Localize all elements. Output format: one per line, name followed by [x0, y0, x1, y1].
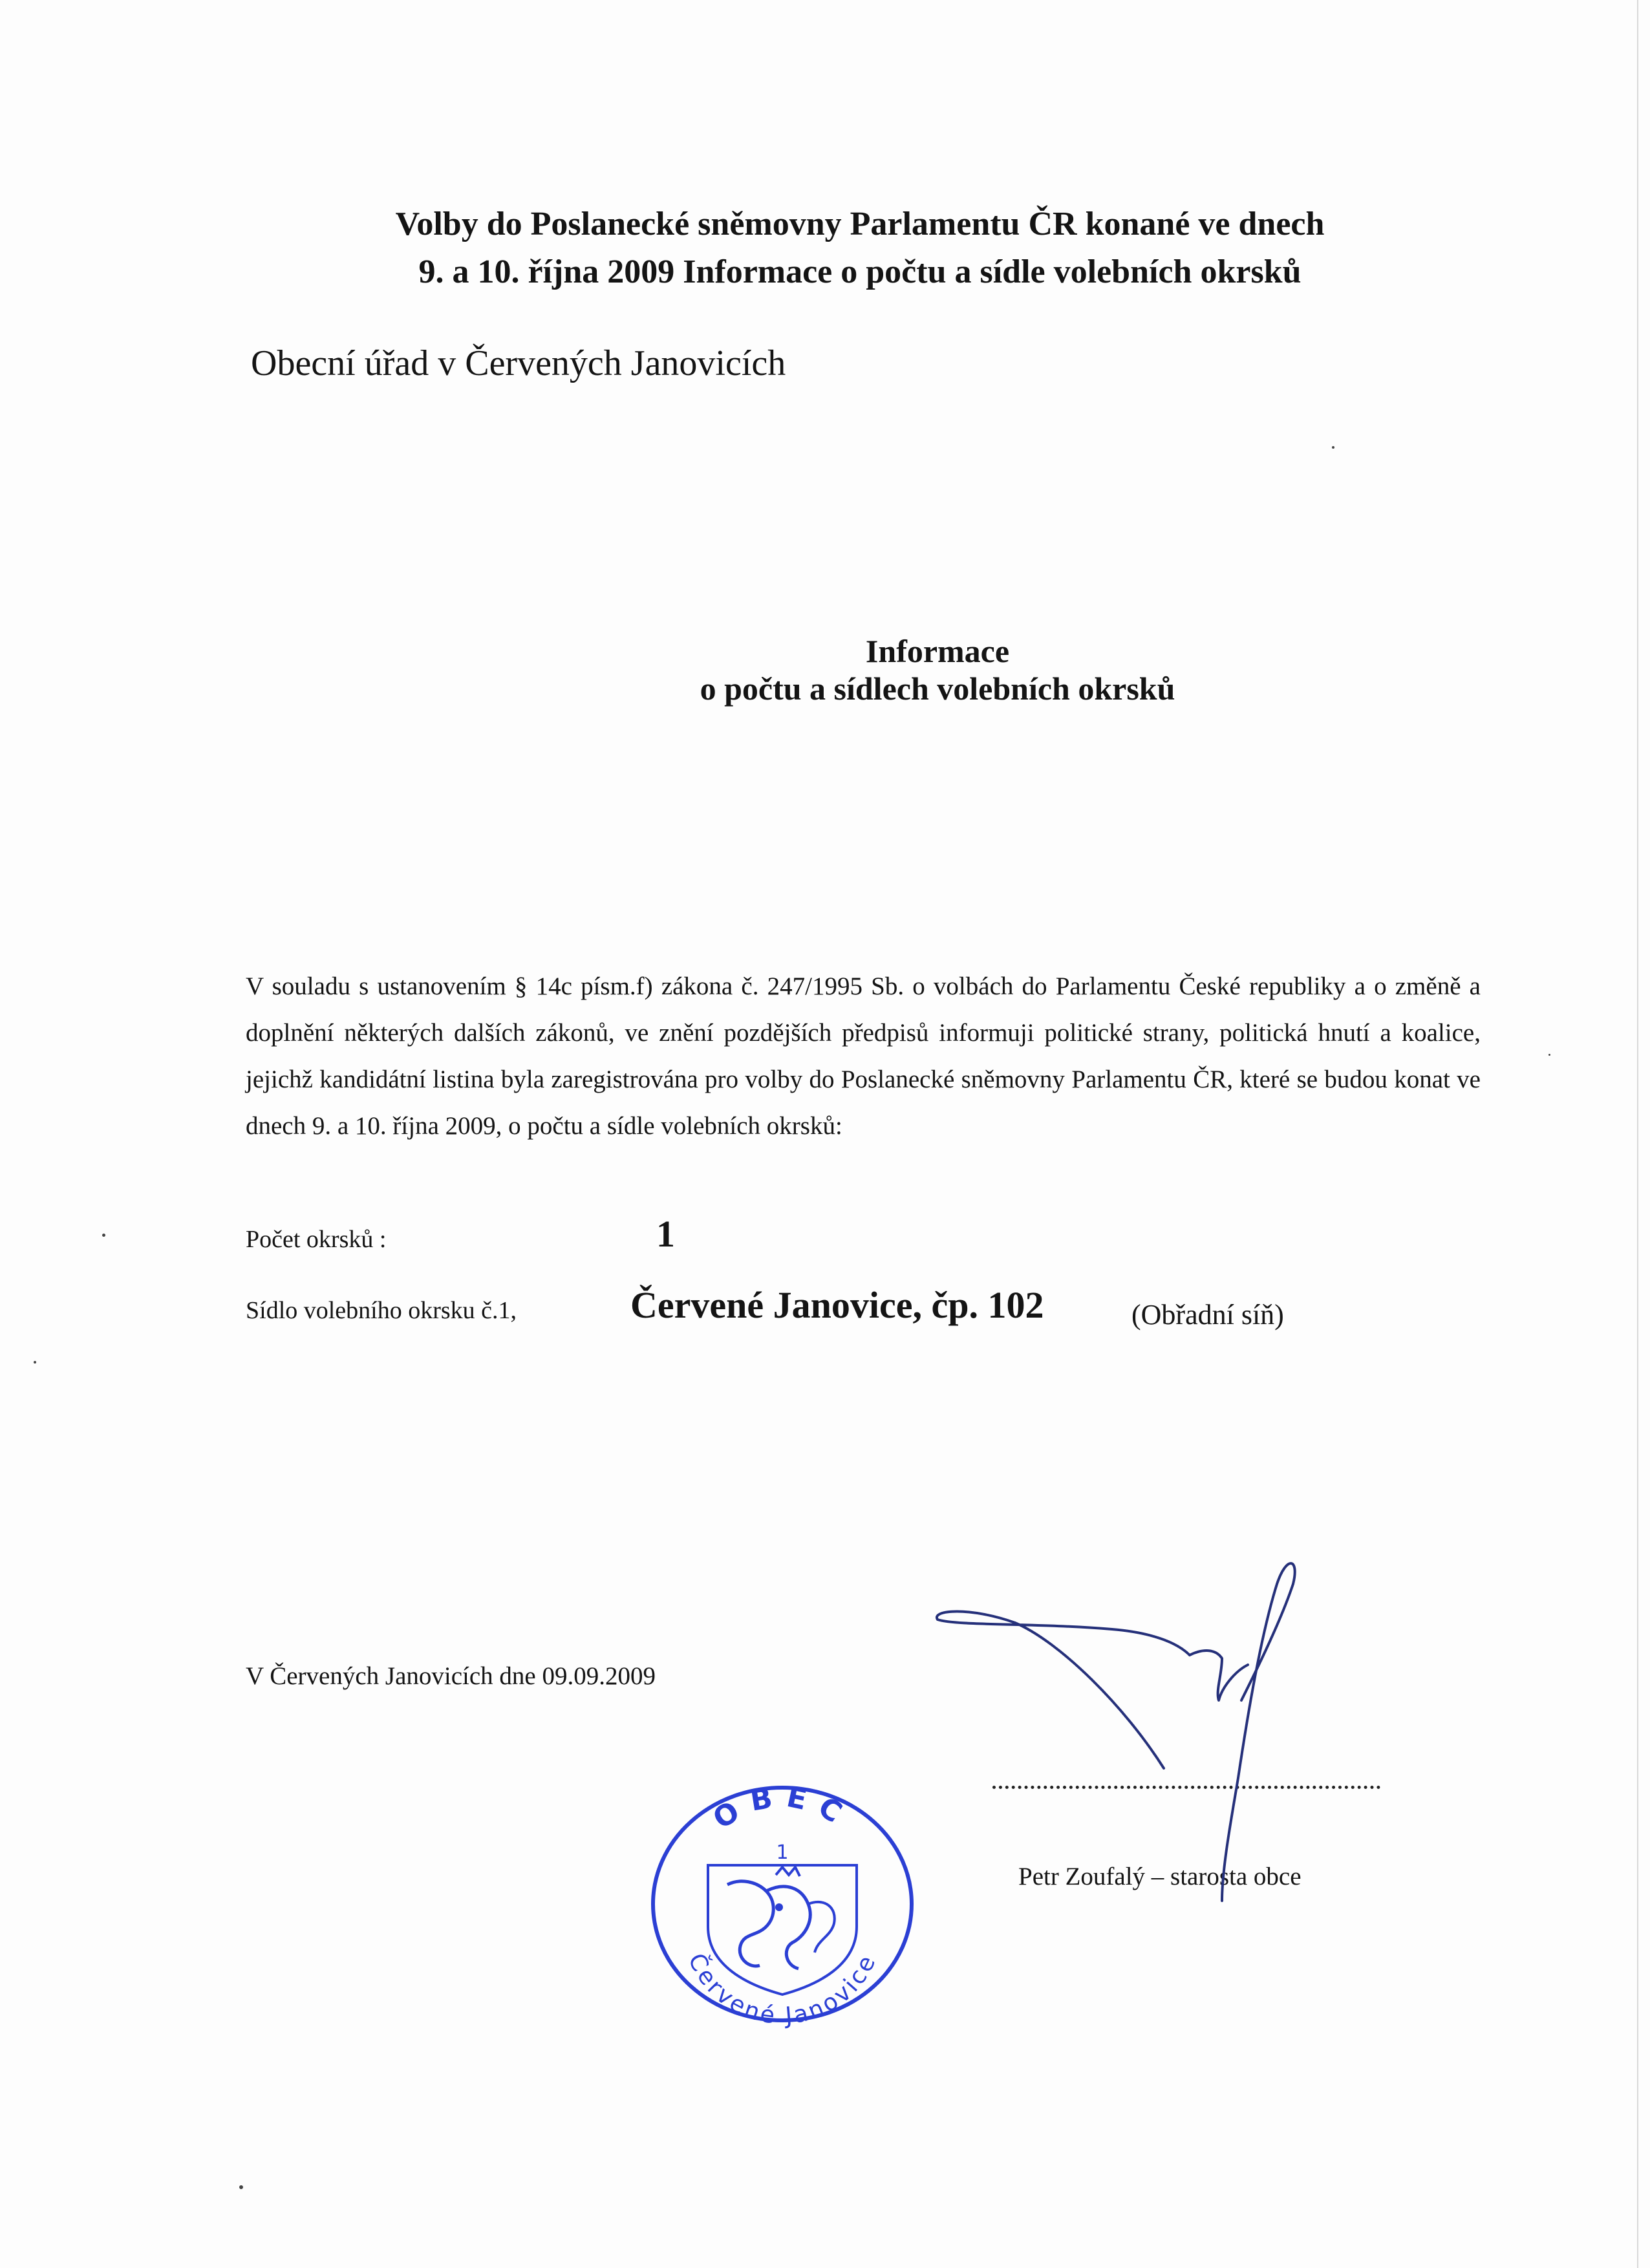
district-seat-value: Červené Janovice, čp. 102 [630, 1284, 1044, 1326]
scan-speck [1332, 446, 1334, 449]
district-count-label: Počet okrsků : [246, 1226, 387, 1253]
signature-image [918, 1545, 1384, 1907]
scan-speck [102, 1234, 105, 1237]
coat-of-arms-icon [708, 1865, 857, 1995]
main-title-line-2: 9. a 10. října 2009 Informace o počtu a sídle volebních okrsků [418, 253, 1302, 290]
office-name: Obecní úřad v Červených Janovicích [251, 343, 786, 383]
info-heading [582, 632, 1293, 707]
scan-speck [1548, 1054, 1550, 1056]
place-and-date: V Červených Janovicích dne 09.09.2009 [246, 1662, 656, 1690]
district-seat-room: (Obřadní síň) [1131, 1299, 1284, 1331]
district-seat-label: Sídlo volebního okrsku č.1, [246, 1297, 517, 1324]
body-paragraph: V souladu s ustanovením § 14c písm.f) zákona č. 247/1995 Sb. o volbách do Parlamentu České republiky a o změně a doplnění některých dalších zákonů, ve znění pozdějších předpisů informuji politické strany, politická hnutí a koalice, jejichž kandidátní listina byla zaregistrována pro volby do Poslanecké sněmovny Parlamentu ČR, které se budou konat ve dnech 9. a 10. října 2009, o počtu a sídle volebních okrsků: [246, 972, 1481, 1140]
scan-edge [1637, 0, 1638, 2268]
scan-speck [239, 2185, 243, 2189]
municipal-stamp [637, 1771, 928, 2037]
signatory-name: Petr Zoufalý – starosta obce [1018, 1863, 1302, 1890]
info-heading-line-1: Informace [865, 633, 1010, 669]
main-title-line-1: Volby do Poslanecké sněmovny Parlamentu ČR konané ve dnech [395, 206, 1325, 242]
scan-speck [34, 1361, 36, 1364]
stamp-bottom-text: Červené Janovice [682, 1949, 883, 2030]
district-count-value: 1 [656, 1213, 675, 1255]
stamp-number: 1 [776, 1841, 789, 1864]
main-title [278, 200, 1442, 296]
svg-text:Červené Janovice [683, 1949, 882, 2029]
stamp-top-text: OBEC [707, 1780, 858, 1836]
info-heading-line-2: o počtu a sídlech volebních okrsků [700, 670, 1175, 707]
